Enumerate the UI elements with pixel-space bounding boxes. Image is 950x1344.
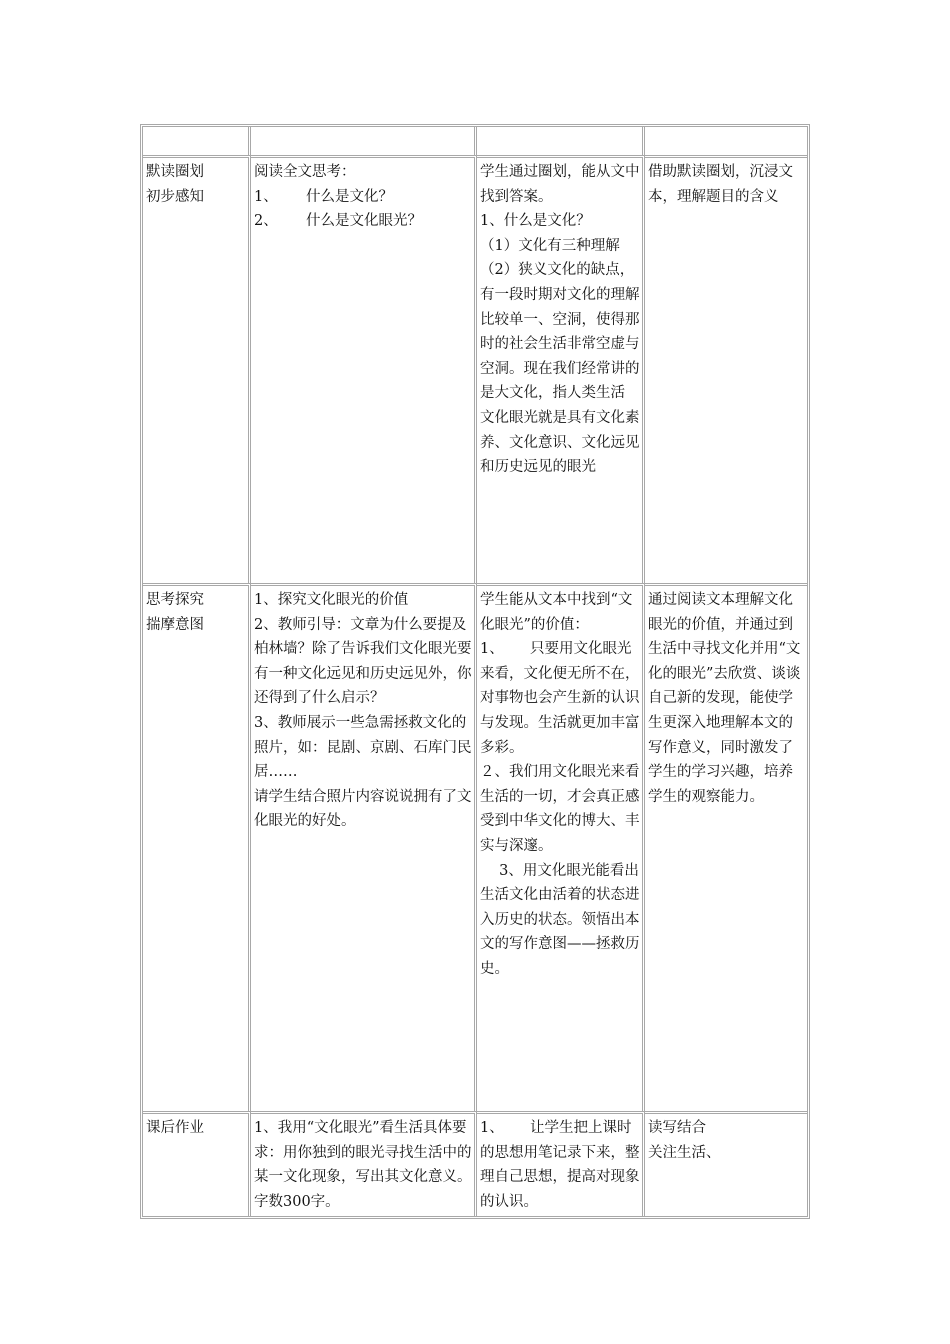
item-text: 什么是文化？ bbox=[306, 188, 393, 205]
student-activity-cell bbox=[477, 1111, 645, 1216]
paragraph: 3、教师展示一些急需拯救文化的照片，如：昆剧、京剧、石库门民居…… bbox=[254, 714, 472, 781]
stage-label: 课后作业 bbox=[146, 1120, 204, 1136]
stage-label: 默读圈划 bbox=[146, 164, 204, 180]
table-cell bbox=[477, 127, 645, 155]
paragraph: 读写结合 bbox=[648, 1120, 706, 1136]
table-row bbox=[143, 583, 807, 1111]
paragraph: 学生通过圈划，能从文中找到答案。 bbox=[480, 164, 640, 205]
paragraph: 1、我用“文化眼光”看生活具体要求：用你独到的眼光寻找生活中的某一文化现象，写出其文化意义。字数300字。 bbox=[254, 1120, 472, 1210]
table-row bbox=[143, 155, 807, 583]
item-text: 什么是文化眼光？ bbox=[306, 213, 422, 230]
stage-label: 初步感知 bbox=[146, 188, 204, 205]
numbered-item bbox=[254, 209, 472, 234]
paragraph: （1）文化有三种理解 bbox=[480, 237, 620, 254]
numbered-item bbox=[480, 637, 640, 760]
stage-label: 揣摩意图 bbox=[146, 616, 204, 633]
table-row bbox=[143, 1111, 807, 1216]
paragraph: 通过阅读文本理解文化眼光的价值，并通过到生活中寻找文化并用“文化的眼光”去欣赏、谈谈自己新的发现，能使学生更深入地理解本文的写作意义，同时激发了学生的学习兴趣，培养学生的观察能力。 bbox=[648, 592, 801, 805]
paragraph: 请学生结合照片内容说说拥有了文化眼光的好处。 bbox=[254, 788, 472, 830]
stage-label: 思考探究 bbox=[146, 592, 204, 608]
paragraph: 关注生活、 bbox=[648, 1144, 721, 1161]
table-cell bbox=[645, 127, 807, 155]
design-intent-cell bbox=[645, 583, 807, 1111]
teacher-activity-cell bbox=[251, 155, 477, 583]
table-row-header bbox=[143, 127, 807, 155]
paragraph: （2）狭义文化的缺点，有一段时期对文化的理解比较单一、空洞，使得那时的社会生活非常空虚与空洞。现在我们经常讲的是大文化，指人类生活 bbox=[480, 262, 640, 402]
stage-cell bbox=[143, 155, 251, 583]
stage-cell bbox=[143, 583, 251, 1111]
paragraph: 3、用文化眼光能看出生活文化由活着的状态进入历史的状态。领悟出本文的写作意图——拯救历史。 bbox=[480, 862, 640, 977]
student-activity-cell bbox=[477, 155, 645, 583]
item-text: 只要用文化眼光来看，文化便无所不在，对事物也会产生新的认识与发现。生活就更加丰富多彩。 bbox=[480, 641, 640, 756]
table-cell bbox=[143, 127, 251, 155]
item-number: 1、 bbox=[254, 188, 278, 205]
paragraph: 1、探究文化眼光的价值 bbox=[254, 592, 409, 608]
item-number: 1、 bbox=[480, 1120, 504, 1136]
paragraph: 1、什么是文化？ bbox=[480, 213, 591, 230]
design-intent-cell bbox=[645, 1111, 807, 1216]
lesson-plan-table bbox=[140, 124, 810, 1219]
paragraph: 2、教师引导：文章为什么要提及柏林墙？除了告诉我们文化眼光要有一种文化远见和历史远见外，你还得到了什么启示？ bbox=[254, 616, 472, 707]
student-activity-cell bbox=[477, 583, 645, 1111]
paragraph: ２、我们用文化眼光来看生活的一切，才会真正感受到中华文化的博大、丰实与深邃。 bbox=[480, 764, 640, 854]
item-number: 2、 bbox=[254, 213, 278, 230]
item-text: 让学生把上课时的思想用笔记录下来，整理自己思想，提高对现象的认识。 bbox=[480, 1120, 640, 1210]
paragraph: 文化眼光就是具有文化素养、文化意识、文化远见和历史远见的眼光 bbox=[480, 409, 640, 476]
paragraph: 学生能从文本中找到“文化眼光”的价值： bbox=[480, 592, 633, 633]
stage-cell bbox=[143, 1111, 251, 1216]
teacher-activity-cell bbox=[251, 1111, 477, 1216]
teacher-activity-cell bbox=[251, 583, 477, 1111]
design-intent-cell bbox=[645, 155, 807, 583]
table-cell bbox=[251, 127, 477, 155]
activity-intro: 阅读全文思考： bbox=[254, 164, 356, 180]
item-number: 1、 bbox=[480, 641, 504, 658]
paragraph: 借助默读圈划，沉浸文本，理解题目的含义 bbox=[648, 164, 793, 205]
numbered-item bbox=[254, 185, 472, 210]
numbered-item bbox=[480, 1116, 640, 1214]
